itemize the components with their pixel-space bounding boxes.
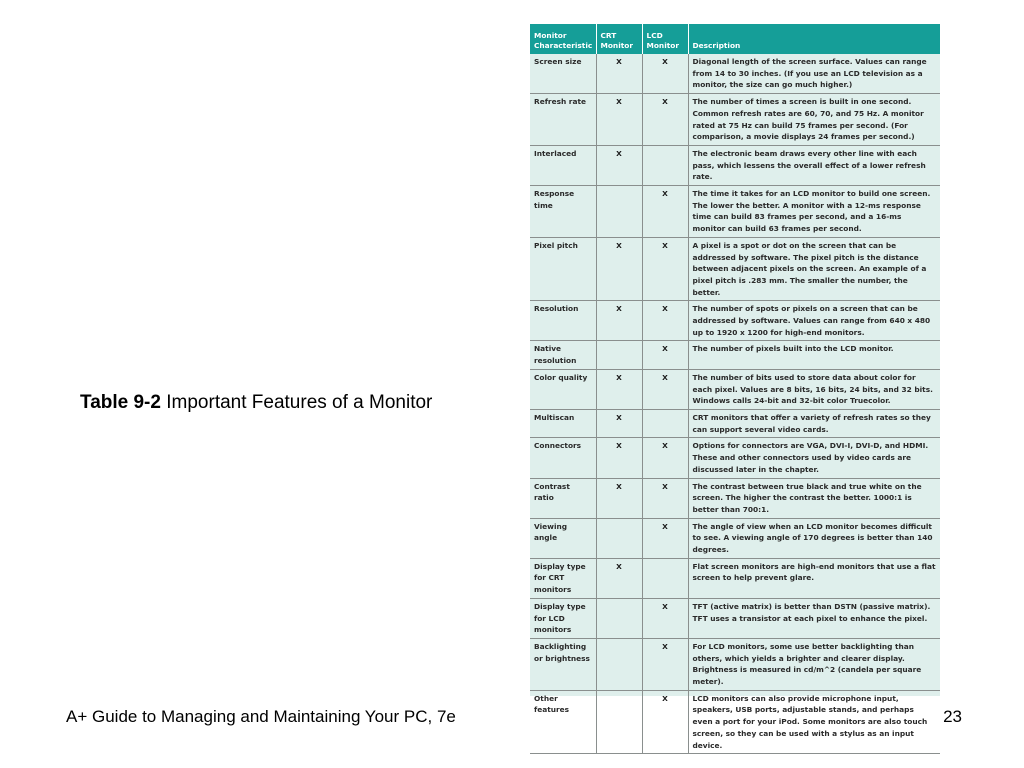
table-row: [530, 54, 940, 94]
lcd-cell: X: [642, 478, 688, 518]
header-lcd: LCD Monitor: [642, 24, 688, 54]
feature-cell: Display type for CRT monitors: [530, 558, 596, 598]
feature-cell: Color quality: [530, 369, 596, 409]
crt-cell: [596, 638, 642, 690]
table-caption: [80, 392, 432, 414]
description-cell: Flat screen monitors are high-end monitors that use a flat screen to help prevent glare.: [688, 558, 940, 598]
crt-cell: X: [596, 478, 642, 518]
lcd-cell: X: [642, 598, 688, 638]
feature-cell: Refresh rate: [530, 94, 596, 146]
feature-cell: Display type for LCD monitors: [530, 598, 596, 638]
table-body: [530, 54, 940, 754]
crt-cell: [596, 518, 642, 558]
table-row: [530, 186, 940, 238]
footer-book-title: A+ Guide to Managing and Maintaining Your PC, 7e: [66, 707, 456, 726]
caption-label: Table 9-2: [80, 392, 161, 413]
lcd-cell: X: [642, 54, 688, 94]
description-cell: Options for connectors are VGA, DVI-I, DVI-D, and HDMI. These and other connectors used by video cards are discussed later in the chapter.: [688, 438, 940, 478]
header-characteristic: Monitor Characteristic: [530, 24, 596, 54]
lcd-cell: X: [642, 438, 688, 478]
feature-cell: Response time: [530, 186, 596, 238]
caption-title: Important Features of a Monitor: [160, 392, 433, 413]
feature-cell: Multiscan: [530, 409, 596, 437]
table-row: [530, 638, 940, 690]
features-table: [530, 24, 940, 754]
crt-cell: X: [596, 301, 642, 341]
lcd-cell: [642, 145, 688, 185]
table-row: [530, 598, 940, 638]
lcd-cell: X: [642, 518, 688, 558]
lcd-cell: X: [642, 94, 688, 146]
feature-cell: Native resolution: [530, 341, 596, 369]
lcd-cell: X: [642, 186, 688, 238]
crt-cell: X: [596, 94, 642, 146]
lcd-cell: [642, 558, 688, 598]
crt-cell: [596, 690, 642, 754]
lcd-cell: X: [642, 638, 688, 690]
feature-cell: Backlighting or brightness: [530, 638, 596, 690]
monitor-features-table: [530, 24, 940, 750]
table-row: [530, 478, 940, 518]
description-cell: TFT (active matrix) is better than DSTN (passive matrix). TFT uses a transistor at each pixel to enhance the pixel.: [688, 598, 940, 638]
table-row: [530, 301, 940, 341]
description-cell: The number of pixels built into the LCD monitor.: [688, 341, 940, 369]
crt-cell: X: [596, 369, 642, 409]
feature-cell: Interlaced: [530, 145, 596, 185]
description-cell: The angle of view when an LCD monitor becomes difficult to see. A viewing angle of 170 degrees is better than 140 degrees.: [688, 518, 940, 558]
lcd-cell: X: [642, 690, 688, 754]
crt-cell: X: [596, 237, 642, 301]
table-row: [530, 438, 940, 478]
description-cell: The number of bits used to store data about color for each pixel. Values are 8 bits, 16 bits, 24 bits, and 32 bits. Windows calls 24-bit and 32-bit color Truecolor.: [688, 369, 940, 409]
lcd-cell: X: [642, 301, 688, 341]
crt-cell: X: [596, 409, 642, 437]
crt-cell: X: [596, 54, 642, 94]
description-cell: The number of times a screen is built in one second. Common refresh rates are 60, 70, and 75 Hz. A monitor rated at 75 Hz can build 75 frames per second. (For comparison, a movie displays 24 frames per second.): [688, 94, 940, 146]
table-row: [530, 341, 940, 369]
feature-cell: Resolution: [530, 301, 596, 341]
crt-cell: [596, 341, 642, 369]
header-description: Description: [688, 24, 940, 54]
description-cell: Diagonal length of the screen surface. Values can range from 14 to 30 inches. (If you use an LCD television as a monitor, the size can go much higher.): [688, 54, 940, 94]
table-row: [530, 369, 940, 409]
description-cell: LCD monitors can also provide microphone input, speakers, USB ports, adjustable stands, and perhaps even a port for your iPod. Some monitors are also touch screen, so they can be used with a stylus as an input device.: [688, 690, 940, 754]
table-row: [530, 518, 940, 558]
description-cell: The contrast between true black and true white on the screen. The higher the contrast the better. 1000:1 is better than 700:1.: [688, 478, 940, 518]
description-cell: A pixel is a spot or dot on the screen that can be addressed by software. The pixel pitch is the distance between adjacent pixels on the screen. An example of a pixel pitch is .283 mm. The smaller the number, the better.: [688, 237, 940, 301]
feature-cell: Other features: [530, 690, 596, 754]
crt-cell: X: [596, 145, 642, 185]
lcd-cell: X: [642, 341, 688, 369]
feature-cell: Connectors: [530, 438, 596, 478]
table-row: [530, 558, 940, 598]
crt-cell: X: [596, 558, 642, 598]
feature-cell: Screen size: [530, 54, 596, 94]
lcd-cell: [642, 409, 688, 437]
lcd-cell: X: [642, 237, 688, 301]
feature-cell: Pixel pitch: [530, 237, 596, 301]
crt-cell: [596, 186, 642, 238]
description-cell: For LCD monitors, some use better backlighting than others, which yields a brighter and clearer display. Brightness is measured in cd/m^2 (candela per square meter).: [688, 638, 940, 690]
crt-cell: X: [596, 438, 642, 478]
table-row: [530, 94, 940, 146]
table-row: [530, 145, 940, 185]
description-cell: The time it takes for an LCD monitor to build one screen. The lower the better. A monitor with a 12-ms response time can build 83 frames per second, and a 16-ms monitor can build 63 frames per second.: [688, 186, 940, 238]
table-row: [530, 690, 940, 754]
feature-cell: Contrast ratio: [530, 478, 596, 518]
description-cell: The electronic beam draws every other line with each pass, which lessens the overall effect of a lower refresh rate.: [688, 145, 940, 185]
header-crt: CRT Monitor: [596, 24, 642, 54]
feature-cell: Viewing angle: [530, 518, 596, 558]
crt-cell: [596, 598, 642, 638]
lcd-cell: X: [642, 369, 688, 409]
description-cell: The number of spots or pixels on a screen that can be addressed by software. Values can range from 640 x 480 up to 1920 x 1200 for high-end monitors.: [688, 301, 940, 341]
page-number: 23: [943, 707, 962, 726]
table-row: [530, 409, 940, 437]
table-header-row: [530, 24, 940, 54]
table-row: [530, 237, 940, 301]
description-cell: CRT monitors that offer a variety of refresh rates so they can support several video cards.: [688, 409, 940, 437]
